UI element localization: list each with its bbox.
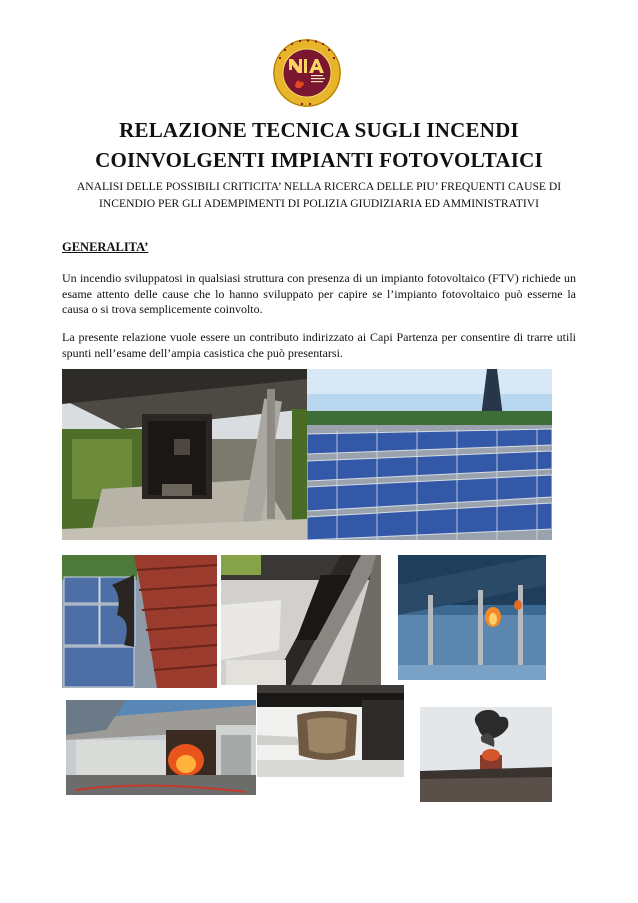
paragraph-purpose: La presente relazione vuole essere un contributo indirizzato ai Capi Partenza per consentire di trarre utili spunti nell’esame dell’ampia casistica che può presentarsi.: [62, 330, 576, 360]
paragraph-intro: Un incendio sviluppatosi in qualsiasi struttura con presenza di un impianto fotovoltaico (FTV) richiede un esame attento delle cause che lo hanno sviluppato per capire se l’impianto fotovoltaico può esserne la causa o si trova semplicemente coinvolto.: [62, 271, 576, 316]
section-heading: GENERALITA’: [62, 240, 149, 254]
document-subtitle: ANALISI DELLE POSSIBILI CRITICITA’ NELLA RICERCA DELLE PIU’ FREQUENTI CAUSE DI INCENDIO PER GLI ADEMPIMENTI DI POLIZIA GIUDIZIARIA ED AMMINISTRATIVI: [76, 180, 562, 210]
photo-burnt-metal-profile: [221, 555, 381, 685]
photo-warehouse-fire: [66, 700, 256, 795]
photo-smoking-roof: [420, 707, 552, 802]
photo-burnt-inverter-cabinet: [62, 369, 307, 540]
document-title-line-1: RELAZIONE TECNICA SUGLI INCENDI: [119, 118, 519, 142]
photo-panels-red-roof: [62, 555, 217, 688]
nia-emblem-icon: [271, 37, 343, 109]
photo-burnt-junction: [257, 685, 404, 777]
document-title-line-2: COINVOLGENTI IMPIANTI FOTOVOLTAICI: [95, 148, 543, 172]
photo-fire-under-panels: [398, 555, 546, 680]
nia-logo: [271, 37, 343, 109]
photo-solar-field: [307, 369, 552, 540]
